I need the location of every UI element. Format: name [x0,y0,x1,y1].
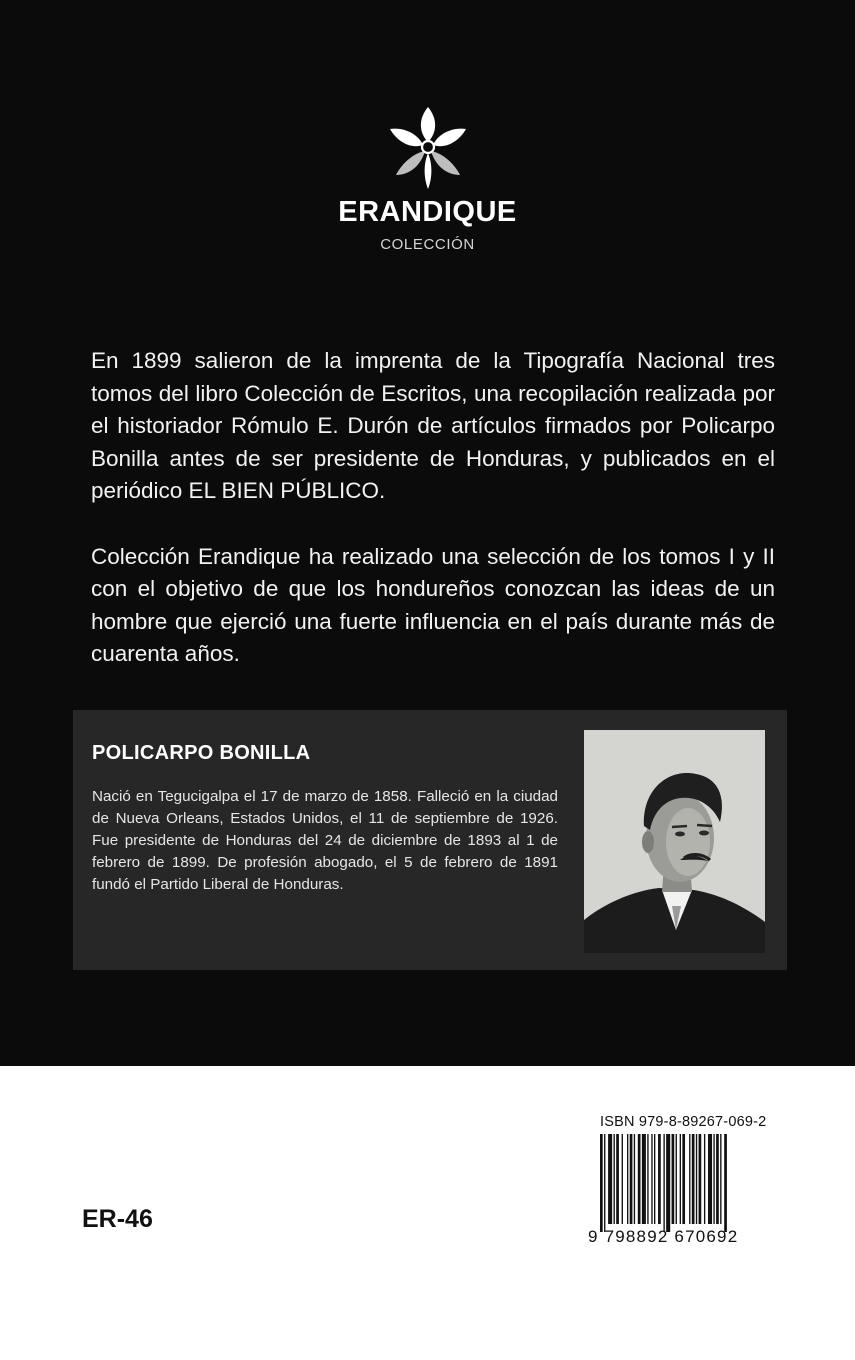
barcode-bar [689,1134,690,1224]
synopsis-paragraph: Colección Erandique ha realizado una selección de los tomos I y II con el objetivo de que los hondureños conozcan las ideas de un hombre que ejerció una fuerte influencia en el país durante más de cuarenta años. [91,543,775,666]
synopsis-paragraph: En 1899 salieron de la imprenta de la Tipografía Nacional tres tomos del libro Colección de Escritos, una recopilación realizada por el historiador Rómulo E. Durón de artículos firmados por Policarpo Bonilla antes de ser presidente de Honduras, y publicados en el periódico EL BIEN PÚBLICO. [91,348,775,503]
barcode-bar [720,1134,721,1224]
barcode-bar [713,1134,714,1224]
isbn-barcode-block [588,1110,768,1258]
barcode-bar [663,1134,664,1232]
barcode-bar [654,1134,655,1224]
author-bio: Nació en Tegucigalpa el 17 de marzo de 1858. Falleció en la ciudad de Nueva Orleans, Estados Unidos, el 11 de septiembre de 1926. Fue presidente de Honduras del 24 de diciembre de 1893 al 1 de febrero de 1899. De profesión abogado, el 5 de febrero de 1891 fundó el Partido Liberal de Honduras. [92,788,558,893]
author-portrait [584,730,765,953]
brand-name: ERANDIQUE [338,196,517,228]
barcode-digits: 9 798892 670692 [588,1227,739,1246]
author-bio-panel [73,710,787,970]
barcode-bar [672,1134,675,1224]
series-code: ER-46 [82,1205,153,1233]
barcode-bar [622,1134,623,1224]
barcode-bar [680,1134,681,1224]
barcode-bar [638,1134,641,1224]
logo [0,105,855,191]
barcode-bar [666,1134,670,1232]
barcode-bar [600,1134,603,1232]
barcode-bar [699,1134,702,1224]
isbn-label: ISBN 979-8-89267-069-2 [600,1114,767,1130]
barcode-bar [716,1134,719,1224]
barcode-bar [692,1134,695,1224]
barcode-bar [634,1134,635,1224]
barcode-bar [630,1134,633,1224]
barcode-bar [642,1134,646,1224]
barcode-bar [658,1134,661,1224]
author-name: POLICARPO BONILLA [92,742,311,764]
barcode-bar [616,1134,619,1224]
barcode [600,1134,760,1232]
barcode-bar [696,1134,697,1224]
flower-logo-icon [388,105,468,191]
barcode-bar [608,1134,612,1224]
barcode-bar [708,1134,712,1224]
synopsis [91,345,775,704]
barcode-bar [704,1134,705,1224]
barcode-bar [614,1134,615,1224]
portrait-image [584,730,765,953]
barcode-bar [724,1134,727,1232]
barcode-bar [682,1134,685,1224]
barcode-bar [604,1134,605,1232]
barcode-bar [647,1134,648,1224]
barcode-bar [627,1134,628,1224]
barcode-bar [651,1134,652,1224]
barcode-bar [676,1134,677,1224]
brand-subtitle: COLECCIÓN [380,236,475,253]
